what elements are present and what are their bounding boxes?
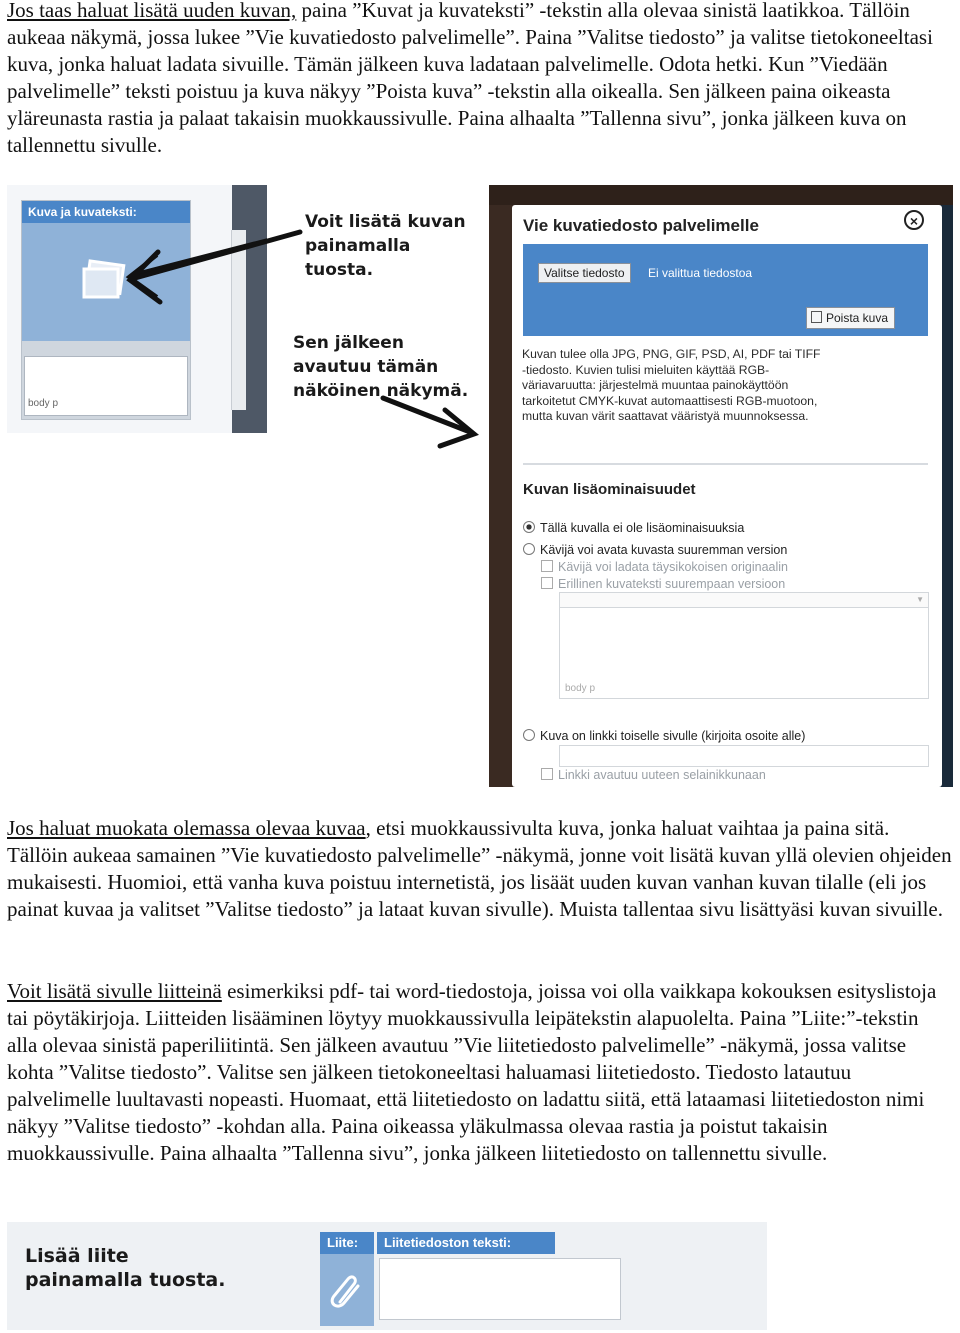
trash-icon — [811, 311, 822, 323]
option-label: Kävijä voi avata kuvasta suuremman version — [540, 543, 788, 557]
option-label: Kuva on linkki toiselle sivulle (kirjoita osoite alle) — [540, 729, 806, 743]
file-format-info: Kuvan tulee olla JPG, PNG, GIF, PSD, AI, PDF tai TIFF -tiedosto. Kuvien tulisi mieluiten käyttää RGB-väriavaruutta: järjestelmä muuntaa painokäyttöön tarkoitetut CMYK-kuvat automaattisesti RGB-muotoon, mutta kuvan värit saattavat vääristyä muunnoksessa. — [522, 347, 821, 423]
no-file-label: Ei valittua tiedostoa — [648, 266, 753, 280]
section-title: Kuvan lisäominaisuudet — [523, 481, 696, 498]
screenshot-attachment-widget — [7, 1222, 767, 1330]
checkbox-separate-caption[interactable] — [541, 577, 785, 591]
choose-file-button[interactable]: Valitse tiedosto — [538, 263, 631, 283]
upload-dialog — [512, 205, 942, 787]
checkbox-icon[interactable] — [541, 560, 553, 572]
option-no-features[interactable] — [523, 521, 744, 535]
caption-textarea[interactable] — [559, 607, 929, 699]
checkbox-download-original[interactable] — [541, 560, 788, 574]
underlined-phrase: Jos taas haluat lisätä uuden kuvan, — [7, 0, 297, 22]
close-icon[interactable]: × — [904, 210, 924, 230]
checkbox-icon[interactable] — [541, 768, 553, 780]
paperclip-icon — [320, 1254, 374, 1326]
checkbox-label: Kävijä voi ladata täysikokoisen originaalin — [558, 560, 788, 574]
attachment-text-area[interactable] — [379, 1258, 621, 1320]
chevron-down-icon: ▼ — [916, 595, 924, 604]
arrow-icon — [7, 185, 267, 433]
attachment-button[interactable] — [320, 1254, 374, 1326]
checkbox-label: Erillinen kuvateksti suurempaan versioon — [558, 577, 786, 591]
widget-header: Kuva ja kuvateksti: — [22, 201, 190, 223]
remove-image-label: Poista kuva — [826, 311, 889, 325]
link-url-input[interactable] — [559, 745, 929, 767]
screenshot-upload-dialog — [489, 185, 953, 787]
checkbox-label: Linkki avautuu uuteen selainikkunaan — [558, 768, 766, 782]
format-select[interactable] — [559, 592, 929, 608]
divider — [523, 463, 928, 465]
annotation-note: Lisää liite painamalla tuosta. — [25, 1245, 226, 1291]
paragraph-new-image — [7, 0, 952, 159]
option-larger-version[interactable] — [523, 543, 787, 557]
checkbox-icon[interactable] — [541, 577, 553, 589]
underlined-phrase: Voit lisätä sivulle liitteinä — [7, 979, 222, 1003]
radio-icon[interactable] — [523, 543, 535, 555]
editor-path-bar: body p — [565, 683, 596, 694]
radio-selected-icon[interactable] — [523, 521, 535, 533]
remove-image-button[interactable] — [806, 307, 895, 329]
paragraph-text: paina ”Kuvat ja kuvateksti” -tekstin alla olevaa sinistä laatikkoa. Tällöin aukeaa näkymä, jossa lukee ”Vie kuvatiedosto palvelimelle”. Paina ”Valitse tiedosto” ja valitse tietokoneeltasi kuva, jonka haluat ladata sivuille. Tämän jälkeen kuva ladataan palvelimelle. Odota hetki. Kun ”Viedään palvelimelle” teksti poistuu ja kuva näkyy ”Poista kuva” -tekstin alla oikealla. Sen jälkeen paina oikeasta yläreunasta rastia ja palaat takaisin muokkaussivulle. Paina alhaalta ”Tallenna sivu”, jonka jälkeen kuva on tallennettu sivulle. — [7, 0, 933, 157]
paragraph-text: , etsi muokkaussivulta kuva, jonka haluat vaihtaa ja paina sitä. Tällöin aukeaa samainen ”Vie kuvatiedosto palvelimelle” -näkymä, jonne voit lisätä kuvan yllä olevien ohjeiden mukaisesti. Huomioi, että vanha kuva poistuu internetistä, jos lisäät uuden kuvan vanhan kuvan tilalle (eli jos painat kuvaa ja valitset ”Valitse tiedosto” ja lataat kuvan sivulle). Muista tallentaa sivu lisättyäsi kuvan sivuille. — [7, 816, 952, 921]
radio-icon[interactable] — [523, 729, 535, 741]
paragraph-edit-image — [7, 815, 952, 923]
paragraph-attachments — [7, 978, 952, 1167]
checkbox-new-window[interactable] — [541, 768, 766, 782]
attachment-header: Liite: — [320, 1232, 374, 1254]
underlined-phrase: Jos haluat muokata olemassa olevaa kuvaa — [7, 816, 366, 840]
upload-panel — [523, 244, 928, 336]
background-strip — [489, 185, 953, 205]
annotation-note: Voit lisätä kuvan painamalla tuosta. — [305, 212, 466, 280]
attachment-text-header: Liitetiedoston teksti: — [377, 1232, 555, 1254]
option-link[interactable] — [523, 729, 805, 743]
annotation-note: Sen jälkeen avautuu tämän näköinen näkymä. — [293, 333, 469, 401]
screenshot-image-widget — [7, 185, 267, 433]
option-label: Tällä kuvalla ei ole lisäominaisuuksia — [540, 521, 745, 535]
paragraph-text: esimerkiksi pdf- tai word-tiedostoja, joissa voi olla vaikkapa kokouksen esityslistoja tai pöytäkirjoja. Liitteiden lisääminen löytyy muokkaussivulla leipätekstin alapuolelta. Paina ”Liite:”-tekstin alla olevaa sinistä paperiliitintä. Sen jälkeen avautuu ”Vie liitetiedosto palvelimelle” -näkymä, jossa valitse kohta ”Valitse tiedosto”. Valitse sen jälkeen tietokoneeltasi haluamasi liitetiedosto. Tiedosto latautuu palvelimelle luultavasti nopeasti. Huomaat, että liitetiedosto on ladattu siitä, että lataamasi liitetiedoston nimi näkyy ”Valitse tiedosto” -kohdan alla. Paina oikeassa yläkulmassa olevaa rastia ja poistut takaisin muokkaussivulle. Paina alhaalta ”Tallenna sivu”, jonka jälkeen liitetiedosto on tallennettu sivulle. — [7, 979, 937, 1165]
dialog-title: Vie kuvatiedosto palvelimelle — [523, 216, 759, 235]
editor-path-bar: body p — [28, 398, 59, 409]
